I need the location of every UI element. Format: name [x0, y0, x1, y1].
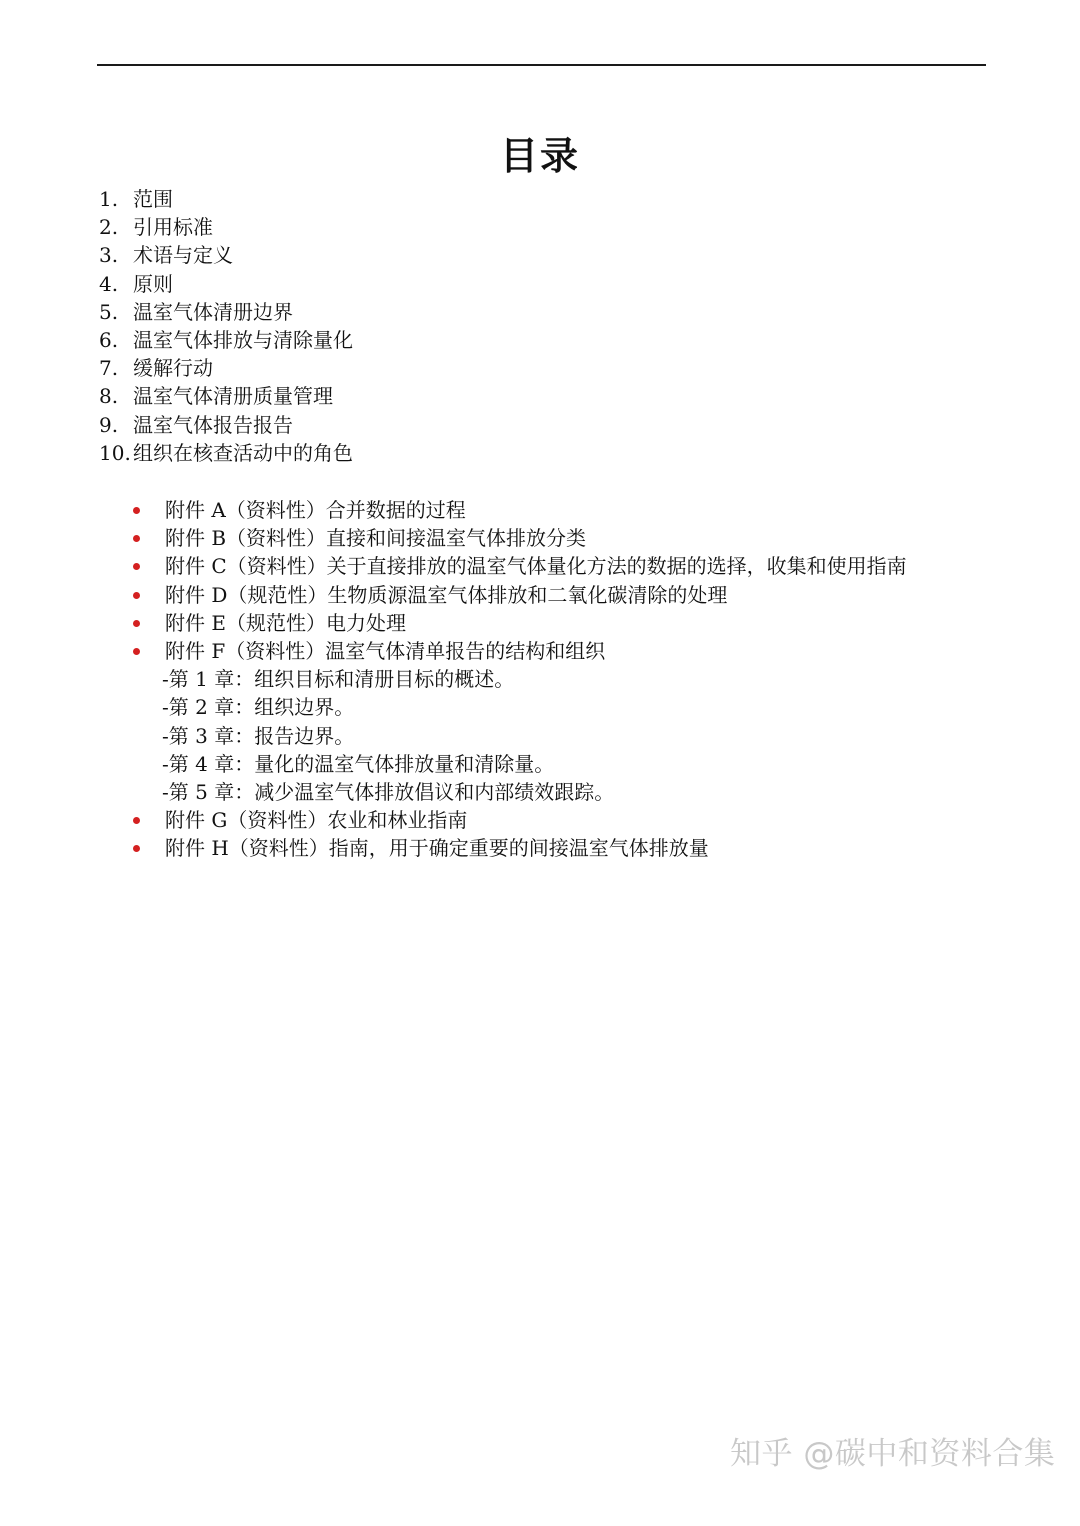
toc-item — [99, 382, 353, 410]
bullet-icon — [133, 507, 140, 514]
toc-item-text: 范围 — [133, 187, 173, 211]
annex-f-chapter — [130, 750, 907, 778]
toc-item — [99, 354, 353, 382]
annex-list — [130, 496, 907, 862]
annex-item — [130, 609, 907, 637]
toc-item — [99, 213, 353, 241]
bullet-icon — [133, 620, 140, 627]
annex-item — [130, 496, 907, 524]
toc-item-text: 原则 — [133, 271, 173, 296]
toc-item-text: 引用标准 — [133, 215, 213, 240]
annex-item-text: 附件 D（规范性）生物质源温室气体排放和二氧化碳清除的处理 — [165, 582, 728, 607]
annex-item — [130, 524, 907, 552]
annex-f-chapter — [130, 665, 907, 693]
annex-item-text: 附件 F（资料性）温室气体清单报告的结构和组织 — [165, 638, 606, 663]
annex-item-text: 附件 G（资料性）农业和林业指南 — [165, 808, 468, 833]
annex-f-chapter — [130, 778, 907, 806]
toc-item-text: 温室气体排放与清除量化 — [133, 327, 353, 352]
annex-item-text: 附件 A（资料性）合并数据的过程 — [165, 498, 466, 522]
annex-item — [130, 834, 907, 862]
toc-item-number: 8. — [99, 384, 119, 409]
watermark: 知乎 @碳中和资料合集 — [730, 1436, 1056, 1472]
top-rule — [97, 64, 986, 66]
annex-f-chapter — [130, 693, 907, 721]
bullet-icon — [133, 563, 140, 570]
toc-item-number: 1. — [99, 187, 119, 211]
toc-item-number: 9. — [99, 412, 119, 437]
annex-item — [130, 637, 907, 665]
toc-item-number: 6. — [99, 327, 119, 352]
annex-item — [130, 806, 907, 834]
toc-item-number: 4. — [99, 271, 119, 296]
toc-item-text: 温室气体报告报告 — [133, 412, 293, 437]
toc-item-text: 温室气体清册边界 — [133, 299, 293, 324]
annex-f-chapter — [130, 722, 907, 750]
annex-item-text: 附件 C（资料性）关于直接排放的温室气体量化方法的数据的选择，收集和使用指南 — [165, 554, 907, 579]
bullet-icon — [133, 648, 140, 655]
toc-item — [99, 298, 353, 326]
annex-item-text: 附件 B（资料性）直接和间接温室气体排放分类 — [165, 526, 587, 551]
toc-item — [99, 241, 353, 269]
chapter-text: -第 1 章：组织目标和清册目标的概述。 — [162, 667, 515, 692]
chapter-text: -第 4 章：量化的温室气体排放量和清除量。 — [162, 751, 555, 776]
toc-item — [99, 185, 353, 213]
annex-item — [130, 552, 907, 580]
toc-item-number: 7. — [99, 356, 119, 381]
bullet-icon — [133, 845, 140, 852]
toc-list — [99, 185, 353, 467]
toc-item-number: 2. — [99, 215, 119, 240]
toc-item — [99, 439, 353, 467]
bullet-icon — [133, 592, 140, 599]
annex-item — [130, 581, 907, 609]
chapter-text: -第 5 章：减少温室气体排放倡议和内部绩效跟踪。 — [162, 779, 615, 804]
chapter-text: -第 2 章：组织边界。 — [162, 695, 355, 720]
toc-item — [99, 326, 353, 354]
annex-item-text: 附件 E（规范性）电力处理 — [165, 610, 406, 635]
toc-item — [99, 270, 353, 298]
toc-item-text: 组织在核查活动中的角色 — [133, 440, 353, 465]
bullet-icon — [133, 535, 140, 542]
toc-item-number: 3. — [99, 243, 119, 268]
annex-item-text: 附件 H（资料性）指南，用于确定重要的间接温室气体排放量 — [165, 836, 709, 861]
toc-item-number: 10. — [99, 440, 131, 465]
toc-item-text: 缓解行动 — [133, 356, 213, 381]
toc-item-text: 术语与定义 — [133, 243, 233, 268]
page-title: 目录 — [499, 134, 580, 178]
toc-item-number: 5. — [99, 299, 119, 324]
toc-item-text: 温室气体清册质量管理 — [133, 384, 333, 409]
chapter-text: -第 3 章：报告边界。 — [162, 723, 355, 748]
toc-item — [99, 411, 353, 439]
bullet-icon — [133, 817, 140, 824]
